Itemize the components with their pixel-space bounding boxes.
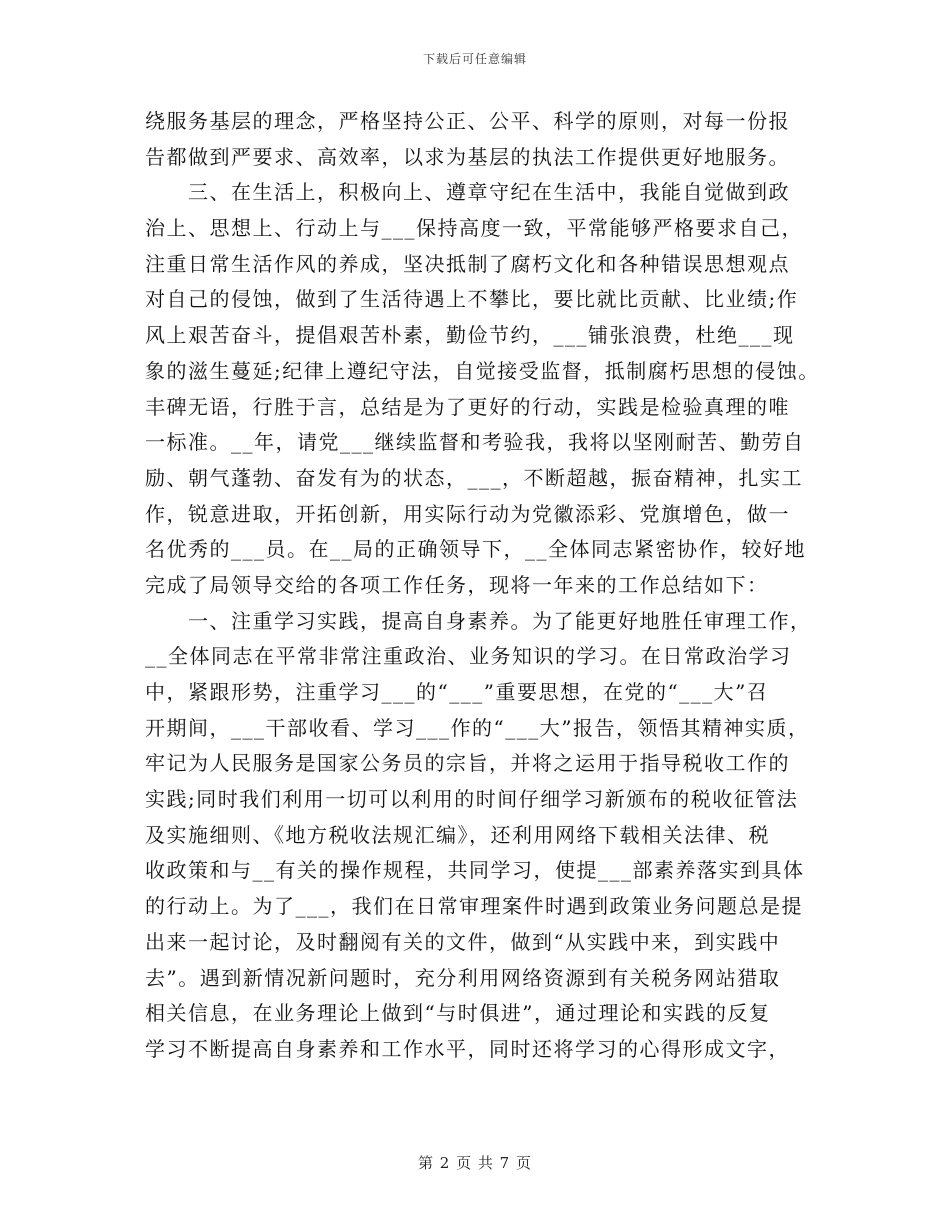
- body-line: 牢记为人民服务是国家公务员的宗旨，并将之运用于指导税收工作的: [145, 751, 790, 776]
- body-line: 去”。遇到新情况新问题时，充分利用网络资源到有关税务网站猎取: [145, 965, 781, 990]
- page-number: 第 2 页 共 7 页: [418, 1154, 532, 1172]
- page-header-note: 下载后可任意编辑: [422, 52, 527, 66]
- body-line: __全体同志在平常非常注重政治、业务知识的学习。在日常政治学习: [145, 644, 792, 669]
- body-line: 作，锐意进取，开拓创新，用实际行动为党徽添彩、党旗增色，做一: [145, 501, 790, 526]
- body-line: 实践;同时我们利用一切可以利用的时间仔细学习新颁布的税收征管法: [145, 787, 799, 812]
- body-line: 一标准。__年，请党___继续监督和考验我，我将以坚刚耐苦、勤劳自: [145, 430, 805, 455]
- body-line: 一、注重学习实践，提高自身素养。为了能更好地胜任审理工作，: [145, 608, 812, 633]
- body-line: 及实施细则、《地方税收法规汇编》，还利用网络下载相关法律、税: [145, 822, 770, 847]
- body-line: 学习不断提高自身素养和工作水平，同时还将学习的心得形成文字，: [145, 1036, 790, 1061]
- body-line: 开期间，___干部收看、学习___作的“___大”报告，领悟其精神实质，: [145, 715, 810, 740]
- body-line: 治上、思想上、行动上与___保持高度一致，平常能够严格要求自己，: [145, 216, 803, 241]
- body-line: 相关信息，在业务理论上做到“与时俱进”，通过理论和实践的反复: [145, 1001, 771, 1026]
- body-line: 绕服务基层的理念，严格坚持公正、公平、科学的原则，对每一份报: [145, 109, 790, 133]
- document-body: [145, 104, 820, 1068]
- body-line: 名优秀的___员。在__局的正确领导下，__全体同志紧密协作，较好地: [145, 537, 806, 562]
- body-line: 告都做到严要求、高效率，以求为基层的执法工作提供更好地服务。: [145, 144, 790, 169]
- body-line: 三、在生活上，积极向上、遵章守纪在生活中，我能自觉做到政: [145, 180, 790, 205]
- body-line: 的行动上。为了___，我们在日常审理案件时遇到政策业务问题总是提: [145, 894, 803, 919]
- body-line: 象的滋生蔓延;纪律上遵纪守法，自觉接受监督，抵制腐朽思想的侵蚀。: [145, 358, 820, 383]
- body-line: 中，紧跟形势，注重学习___的“___”重要思想，在党的“___大”召: [145, 680, 769, 704]
- body-line: 丰碑无语，行胜于言，总结是为了更好的行动，实践是检验真理的唯: [145, 394, 790, 419]
- body-line: 励、朝气蓬勃、奋发有为的状态，___，不断超越，振奋精神，扎实工: [145, 465, 803, 490]
- body-line: 对自己的侵蚀，做到了生活待遇上不攀比，要比就比贡献、比业绩;作: [145, 287, 799, 312]
- body-line: 出来一起讨论，及时翻阅有关的文件，做到“从实践中来，到实践中: [145, 929, 781, 954]
- body-line: 完成了局领导交给的各项工作任务，现将一年来的工作总结如下：: [145, 572, 769, 597]
- body-line: 注重日常生活作风的养成，坚决抵制了腐朽文化和各种错误思想观点: [145, 251, 790, 276]
- body-line: 收政策和与__有关的操作规程，共同学习，使提___部素养落实到具体: [145, 858, 805, 883]
- body-line: 风上艰苦奋斗，提倡艰苦朴素，勤俭节约，___铺张浪费，杜绝___现: [145, 323, 795, 348]
